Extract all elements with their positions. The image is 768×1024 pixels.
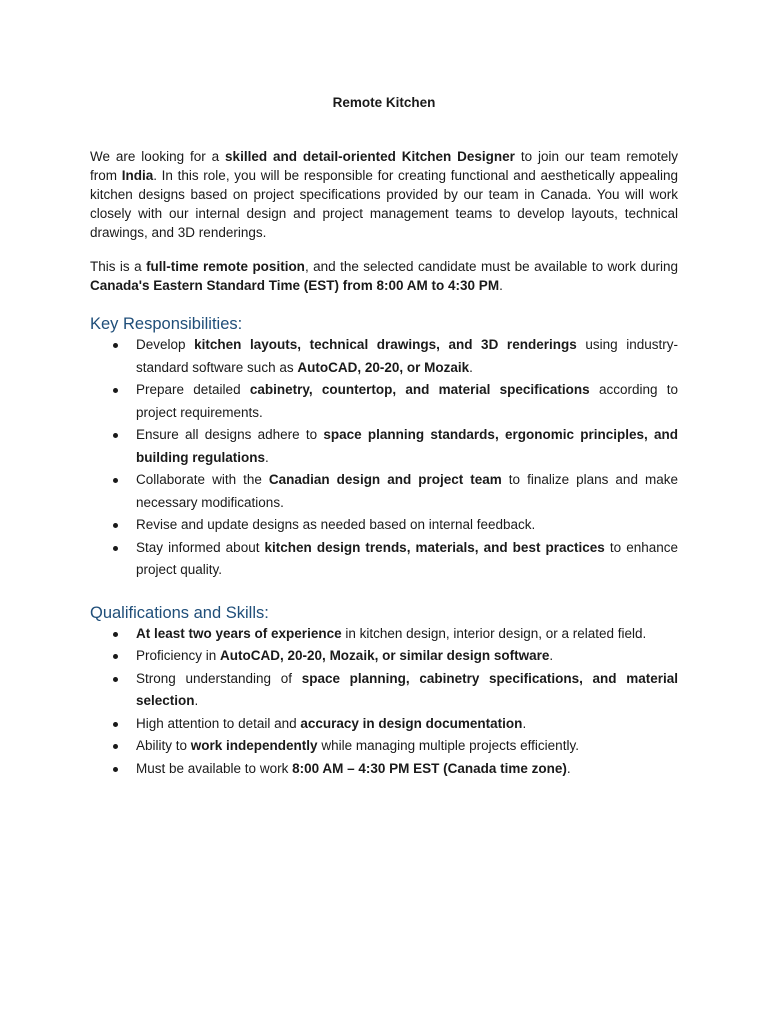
- bold-run: kitchen layouts, technical drawings, and 3D renderings: [194, 337, 577, 352]
- bold-run: accuracy in design documentation: [300, 715, 523, 731]
- document-title: Remote Kitchen: [332, 95, 436, 110]
- list-item: [90, 537, 678, 582]
- text-run: using industry-standard software such as: [136, 337, 678, 375]
- bold-run: space planning, cabinetry specifications, and material selection: [136, 670, 678, 708]
- bold-run: India: [121, 168, 154, 183]
- text-run: Must be available to work: [136, 760, 293, 776]
- text-run: .: [194, 693, 199, 708]
- bullet-icon: [113, 744, 118, 749]
- text-run: .: [566, 760, 571, 776]
- text-run: High attention to detail and: [136, 715, 301, 731]
- bullet-icon: [113, 388, 118, 393]
- bold-run: full-time remote position: [146, 259, 305, 274]
- bold-run: AutoCAD, 20-20, Mozaik, or similar design software: [220, 648, 550, 663]
- bullet-icon: [113, 478, 118, 483]
- list-item: [90, 645, 678, 668]
- bold-run: At least two years of experience: [136, 625, 342, 641]
- bold-run: work independently: [190, 738, 318, 753]
- bullet-icon: [113, 546, 118, 551]
- text-run: Strong understanding of: [136, 670, 302, 686]
- list-item: [90, 334, 678, 379]
- text-run: .: [499, 278, 503, 293]
- text-run: Collaborate with the: [136, 472, 269, 487]
- text-run: This is a: [90, 259, 147, 274]
- text-run: We are looking for a: [90, 149, 226, 164]
- bold-run: AutoCAD, 20-20, or Mozaik: [297, 359, 470, 375]
- text-run: Proficiency in: [136, 648, 221, 663]
- text-run: , and the selected candidate must be available to work during: [304, 259, 678, 274]
- text-run: . In this role, you will be responsible for creating functional and aesthetically appealing kitchen designs based on project specifications provided by our team in Canada. You will work closely with our internal design and project management teams to develop layouts, technical drawings, and 3D renderings.: [90, 168, 678, 240]
- list-item: [90, 735, 678, 758]
- text-run: Prepare detailed: [136, 382, 250, 397]
- bold-run: space planning standards, ergonomic principles, and building regulations: [136, 427, 678, 465]
- list-item: [90, 469, 678, 514]
- bold-run: Canada's Eastern Standard Time (EST) from 8:00 AM to 4:30 PM: [90, 278, 500, 293]
- list-item: [90, 623, 678, 646]
- bold-run: kitchen design trends, materials, and best practices: [264, 539, 605, 555]
- responsibilities-heading: Key Responsibilities:: [90, 315, 243, 333]
- text-run: to join our team remotely from: [90, 149, 678, 183]
- text-run: in kitchen design, interior design, or a related field.: [341, 625, 647, 641]
- list-item: [90, 379, 678, 424]
- bullet-icon: [113, 343, 118, 348]
- list-item: [90, 668, 678, 713]
- bold-run: 8:00 AM – 4:30 PM EST (Canada time zone): [292, 760, 567, 776]
- bold-run: skilled and detail-oriented Kitchen Designer: [225, 149, 515, 164]
- responsibilities-list: [90, 334, 678, 582]
- qualifications-heading: Qualifications and Skills:: [90, 603, 269, 622]
- bullet-icon: [113, 767, 118, 772]
- bold-run: Canadian design and project team: [268, 472, 502, 487]
- text-run: to finalize plans and make necessary modifications.: [136, 472, 678, 510]
- list-item: [90, 514, 678, 537]
- text-run: .: [469, 359, 473, 375]
- qualifications-list: [90, 623, 678, 781]
- bullet-icon: [113, 677, 118, 682]
- bullet-icon: [113, 654, 118, 659]
- text-run: .: [522, 715, 527, 731]
- text-run: .: [549, 648, 554, 663]
- bullet-icon: [113, 433, 118, 438]
- text-run: Ensure all designs adhere to: [136, 427, 324, 442]
- text-run: while managing multiple projects efficiently.: [317, 738, 579, 753]
- text-run: Ability to: [136, 738, 191, 753]
- bullet-icon: [113, 632, 118, 637]
- text-run: according to project requirements.: [136, 382, 678, 420]
- text-run: Stay informed about: [136, 539, 265, 555]
- text-run: Develop: [136, 337, 195, 352]
- text-run: to enhance project quality.: [136, 539, 678, 577]
- schedule-paragraph: [90, 257, 678, 295]
- list-item: [90, 713, 678, 736]
- bullet-icon: [113, 523, 118, 528]
- list-item: [90, 758, 678, 781]
- bullet-icon: [113, 722, 118, 727]
- bold-run: cabinetry, countertop, and material specifications: [249, 382, 590, 397]
- list-item: [90, 424, 678, 469]
- text-run: .: [265, 449, 269, 465]
- text-run: Revise and update designs as needed based on internal feedback.: [136, 517, 536, 532]
- intro-paragraph: [90, 147, 678, 242]
